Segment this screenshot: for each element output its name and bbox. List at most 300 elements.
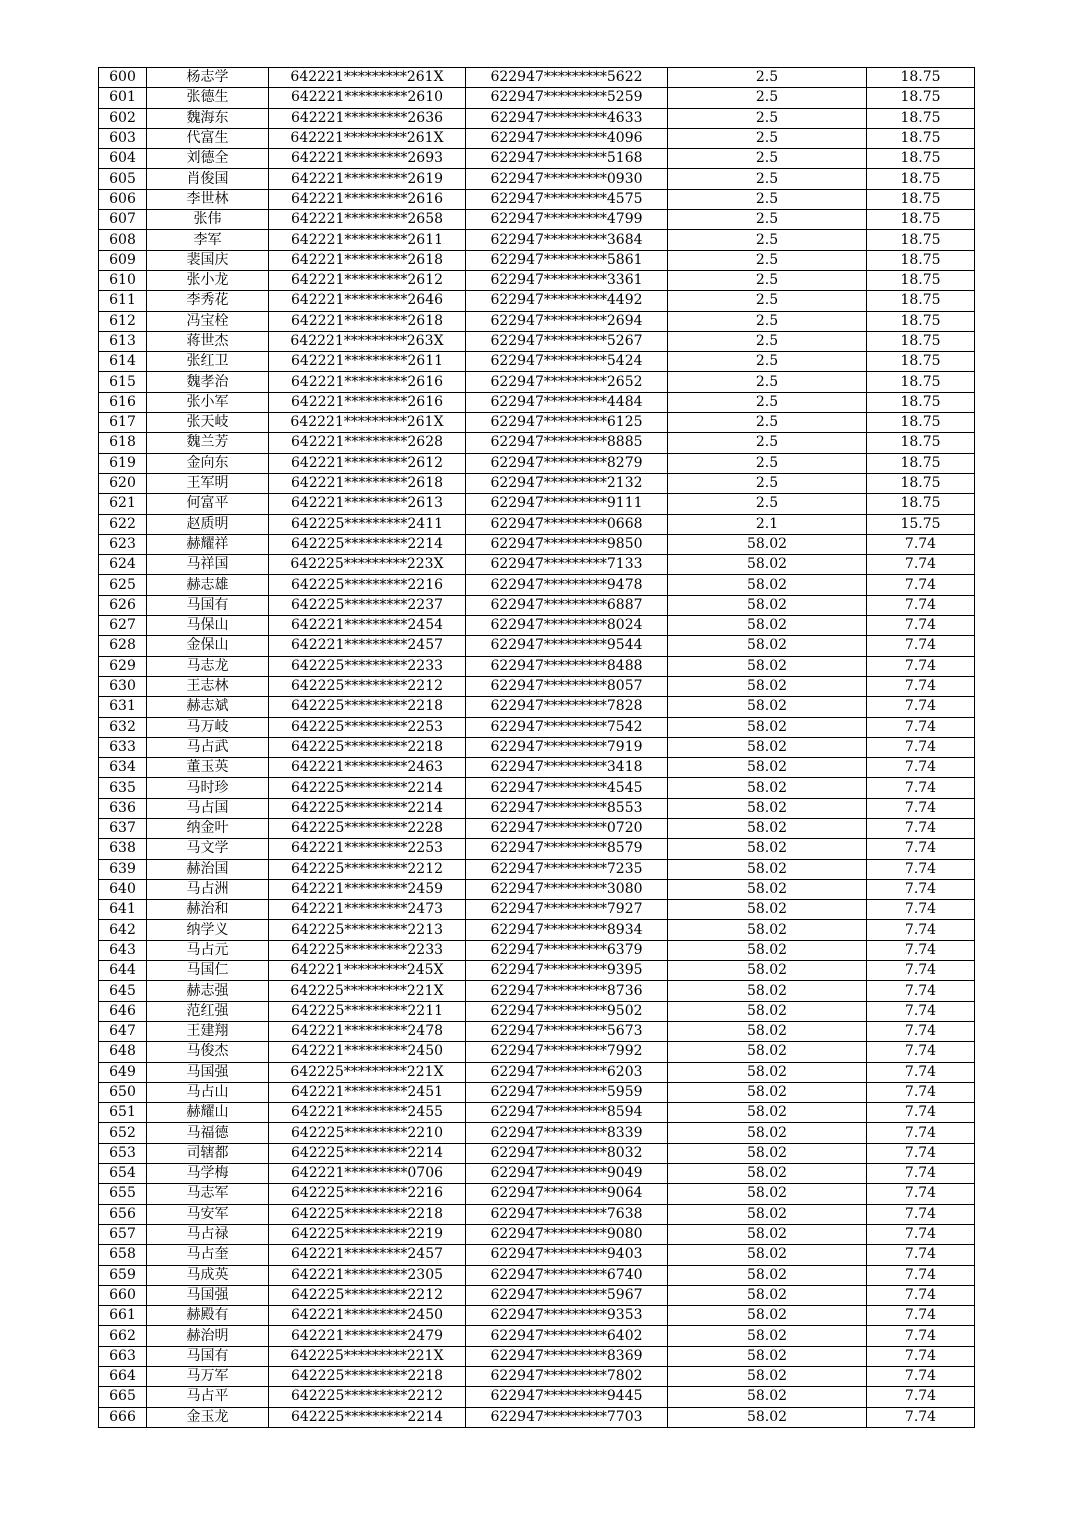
- account-number-cell: 622947*********8279: [466, 453, 668, 473]
- area-cell: 58.02: [668, 920, 867, 940]
- row-number-cell: 607: [99, 210, 147, 230]
- row-number-cell: 663: [99, 1346, 147, 1366]
- name-cell: 赵质明: [147, 514, 269, 534]
- table-row: [99, 88, 975, 108]
- table-row: [99, 1326, 975, 1346]
- table-row: [99, 1062, 975, 1082]
- area-cell: 2.5: [668, 169, 867, 189]
- account-number-cell: 622947*********5267: [466, 331, 668, 351]
- id-number-cell: 642225*********2216: [269, 1184, 466, 1204]
- account-number-cell: 622947*********5673: [466, 1021, 668, 1041]
- area-cell: 2.5: [668, 149, 867, 169]
- table-row: [99, 758, 975, 778]
- amount-cell: 7.74: [867, 859, 975, 879]
- area-cell: 58.02: [668, 1224, 867, 1244]
- row-number-cell: 601: [99, 88, 147, 108]
- id-number-cell: 642221*********2450: [269, 1306, 466, 1326]
- account-number-cell: 622947*********8369: [466, 1346, 668, 1366]
- id-number-cell: 642225*********2212: [269, 859, 466, 879]
- row-number-cell: 617: [99, 413, 147, 433]
- account-number-cell: 622947*********9049: [466, 1164, 668, 1184]
- account-number-cell: 622947*********8934: [466, 920, 668, 940]
- account-number-cell: 622947*********4633: [466, 108, 668, 128]
- amount-cell: 18.75: [867, 433, 975, 453]
- name-cell: 赫治国: [147, 859, 269, 879]
- id-number-cell: 642221*********2618: [269, 473, 466, 493]
- row-number-cell: 647: [99, 1021, 147, 1041]
- row-number-cell: 633: [99, 737, 147, 757]
- name-cell: 金向东: [147, 453, 269, 473]
- amount-cell: 7.74: [867, 940, 975, 960]
- account-number-cell: 622947*********7828: [466, 697, 668, 717]
- id-number-cell: 642225*********221X: [269, 1062, 466, 1082]
- name-cell: 马时珍: [147, 778, 269, 798]
- row-number-cell: 651: [99, 1103, 147, 1123]
- row-number-cell: 653: [99, 1143, 147, 1163]
- id-number-cell: 642225*********2214: [269, 1407, 466, 1427]
- amount-cell: 7.74: [867, 1245, 975, 1265]
- amount-cell: 18.75: [867, 270, 975, 290]
- area-cell: 2.5: [668, 210, 867, 230]
- id-number-cell: 642225*********221X: [269, 1346, 466, 1366]
- table-row: [99, 1367, 975, 1387]
- account-number-cell: 622947*********9353: [466, 1306, 668, 1326]
- row-number-cell: 649: [99, 1062, 147, 1082]
- id-number-cell: 642225*********2218: [269, 697, 466, 717]
- account-number-cell: 622947*********3418: [466, 758, 668, 778]
- account-number-cell: 622947*********0668: [466, 514, 668, 534]
- table-row: [99, 128, 975, 148]
- name-cell: 张红卫: [147, 352, 269, 372]
- account-number-cell: 622947*********6379: [466, 940, 668, 960]
- area-cell: 58.02: [668, 616, 867, 636]
- id-number-cell: 642221*********2613: [269, 494, 466, 514]
- table-row: [99, 169, 975, 189]
- account-number-cell: 622947*********8553: [466, 798, 668, 818]
- area-cell: 2.5: [668, 88, 867, 108]
- amount-cell: 7.74: [867, 818, 975, 838]
- id-number-cell: 642221*********2478: [269, 1021, 466, 1041]
- amount-cell: 18.75: [867, 189, 975, 209]
- amount-cell: 18.75: [867, 291, 975, 311]
- table-row: [99, 1143, 975, 1163]
- id-number-cell: 642225*********2214: [269, 534, 466, 554]
- account-number-cell: 622947*********4799: [466, 210, 668, 230]
- name-cell: 赫耀山: [147, 1103, 269, 1123]
- name-cell: 马志龙: [147, 656, 269, 676]
- account-number-cell: 622947*********8488: [466, 656, 668, 676]
- row-number-cell: 621: [99, 494, 147, 514]
- account-number-cell: 622947*********7927: [466, 900, 668, 920]
- account-number-cell: 622947*********9445: [466, 1387, 668, 1407]
- id-number-cell: 642225*********2218: [269, 1367, 466, 1387]
- account-number-cell: 622947*********8057: [466, 676, 668, 696]
- row-number-cell: 615: [99, 372, 147, 392]
- name-cell: 马占平: [147, 1387, 269, 1407]
- account-number-cell: 622947*********2132: [466, 473, 668, 493]
- table-row: [99, 656, 975, 676]
- amount-cell: 7.74: [867, 534, 975, 554]
- area-cell: 2.5: [668, 453, 867, 473]
- account-number-cell: 622947*********0720: [466, 818, 668, 838]
- account-number-cell: 622947*********3080: [466, 879, 668, 899]
- account-number-cell: 622947*********7703: [466, 1407, 668, 1427]
- row-number-cell: 642: [99, 920, 147, 940]
- area-cell: 2.5: [668, 372, 867, 392]
- area-cell: 2.5: [668, 250, 867, 270]
- name-cell: 张小军: [147, 392, 269, 412]
- account-number-cell: 622947*********9080: [466, 1224, 668, 1244]
- account-number-cell: 622947*********6125: [466, 413, 668, 433]
- name-cell: 赫志斌: [147, 697, 269, 717]
- area-cell: 58.02: [668, 534, 867, 554]
- table-row: [99, 270, 975, 290]
- id-number-cell: 642225*********2212: [269, 1387, 466, 1407]
- table-row: [99, 697, 975, 717]
- area-cell: 2.5: [668, 108, 867, 128]
- area-cell: 2.5: [668, 331, 867, 351]
- area-cell: 58.02: [668, 1062, 867, 1082]
- area-cell: 58.02: [668, 1001, 867, 1021]
- amount-cell: 7.74: [867, 575, 975, 595]
- row-number-cell: 635: [99, 778, 147, 798]
- account-number-cell: 622947*********7235: [466, 859, 668, 879]
- name-cell: 纳金叶: [147, 818, 269, 838]
- area-cell: 58.02: [668, 1387, 867, 1407]
- area-cell: 58.02: [668, 1204, 867, 1224]
- id-number-cell: 642221*********2612: [269, 453, 466, 473]
- area-cell: 58.02: [668, 778, 867, 798]
- table-row: [99, 1285, 975, 1305]
- amount-cell: 7.74: [867, 1082, 975, 1102]
- table-row: [99, 1001, 975, 1021]
- name-cell: 赫耀祥: [147, 534, 269, 554]
- id-number-cell: 642225*********2216: [269, 575, 466, 595]
- name-cell: 马占洲: [147, 879, 269, 899]
- id-number-cell: 642221*********2693: [269, 149, 466, 169]
- account-number-cell: 622947*********0930: [466, 169, 668, 189]
- amount-cell: 7.74: [867, 1407, 975, 1427]
- row-number-cell: 659: [99, 1265, 147, 1285]
- area-cell: 2.5: [668, 128, 867, 148]
- area-cell: 58.02: [668, 1103, 867, 1123]
- table-row: [99, 859, 975, 879]
- account-number-cell: 622947*********9544: [466, 636, 668, 656]
- id-number-cell: 642221*********2479: [269, 1326, 466, 1346]
- table-row: [99, 1184, 975, 1204]
- row-number-cell: 636: [99, 798, 147, 818]
- amount-cell: 18.75: [867, 230, 975, 250]
- name-cell: 赫殿有: [147, 1306, 269, 1326]
- row-number-cell: 650: [99, 1082, 147, 1102]
- account-number-cell: 622947*********5622: [466, 68, 668, 88]
- id-number-cell: 642221*********2457: [269, 636, 466, 656]
- area-cell: 2.1: [668, 514, 867, 534]
- row-number-cell: 652: [99, 1123, 147, 1143]
- name-cell: 张小龙: [147, 270, 269, 290]
- name-cell: 马万岐: [147, 717, 269, 737]
- area-cell: 58.02: [668, 1407, 867, 1427]
- table-row: [99, 839, 975, 859]
- area-cell: 58.02: [668, 1082, 867, 1102]
- amount-cell: 18.75: [867, 108, 975, 128]
- row-number-cell: 616: [99, 392, 147, 412]
- name-cell: 马保山: [147, 616, 269, 636]
- id-number-cell: 642221*********2459: [269, 879, 466, 899]
- table-row: [99, 1021, 975, 1041]
- name-cell: 张伟: [147, 210, 269, 230]
- id-number-cell: 642221*********2253: [269, 839, 466, 859]
- account-number-cell: 622947*********7919: [466, 737, 668, 757]
- amount-cell: 18.75: [867, 331, 975, 351]
- row-number-cell: 625: [99, 575, 147, 595]
- table-row: [99, 1123, 975, 1143]
- amount-cell: 7.74: [867, 737, 975, 757]
- amount-cell: 7.74: [867, 981, 975, 1001]
- row-number-cell: 610: [99, 270, 147, 290]
- amount-cell: 18.75: [867, 473, 975, 493]
- name-cell: 马俊杰: [147, 1042, 269, 1062]
- table-row: [99, 149, 975, 169]
- row-number-cell: 628: [99, 636, 147, 656]
- amount-cell: 7.74: [867, 778, 975, 798]
- amount-cell: 7.74: [867, 1123, 975, 1143]
- name-cell: 赫治明: [147, 1326, 269, 1346]
- row-number-cell: 664: [99, 1367, 147, 1387]
- table-row: [99, 1387, 975, 1407]
- table-row: [99, 737, 975, 757]
- id-number-cell: 642225*********2411: [269, 514, 466, 534]
- name-cell: 马志军: [147, 1184, 269, 1204]
- row-number-cell: 605: [99, 169, 147, 189]
- account-number-cell: 622947*********7542: [466, 717, 668, 737]
- row-number-cell: 646: [99, 1001, 147, 1021]
- amount-cell: 18.75: [867, 311, 975, 331]
- name-cell: 李军: [147, 230, 269, 250]
- amount-cell: 7.74: [867, 676, 975, 696]
- table-row: [99, 230, 975, 250]
- row-number-cell: 632: [99, 717, 147, 737]
- amount-cell: 7.74: [867, 961, 975, 981]
- name-cell: 魏孝治: [147, 372, 269, 392]
- area-cell: 58.02: [668, 1164, 867, 1184]
- name-cell: 马占国: [147, 798, 269, 818]
- id-number-cell: 642221*********2610: [269, 88, 466, 108]
- id-number-cell: 642221*********2619: [269, 169, 466, 189]
- amount-cell: 7.74: [867, 616, 975, 636]
- area-cell: 58.02: [668, 1123, 867, 1143]
- amount-cell: 18.75: [867, 169, 975, 189]
- table-row: [99, 676, 975, 696]
- name-cell: 王志林: [147, 676, 269, 696]
- table-row: [99, 575, 975, 595]
- account-number-cell: 622947*********8736: [466, 981, 668, 1001]
- id-number-cell: 642225*********2214: [269, 798, 466, 818]
- row-number-cell: 600: [99, 68, 147, 88]
- amount-cell: 18.75: [867, 494, 975, 514]
- table-row: [99, 900, 975, 920]
- table-row: [99, 1204, 975, 1224]
- account-number-cell: 622947*********8032: [466, 1143, 668, 1163]
- amount-cell: 18.75: [867, 68, 975, 88]
- id-number-cell: 642221*********2450: [269, 1042, 466, 1062]
- id-number-cell: 642221*********2616: [269, 372, 466, 392]
- table-row: [99, 311, 975, 331]
- name-cell: 马占武: [147, 737, 269, 757]
- account-number-cell: 622947*********8024: [466, 616, 668, 636]
- table-row: [99, 514, 975, 534]
- id-number-cell: 642221*********2636: [269, 108, 466, 128]
- account-number-cell: 622947*********6203: [466, 1062, 668, 1082]
- account-number-cell: 622947*********2694: [466, 311, 668, 331]
- amount-cell: 7.74: [867, 717, 975, 737]
- table-row: [99, 778, 975, 798]
- area-cell: 58.02: [668, 1326, 867, 1346]
- table-row: [99, 1224, 975, 1244]
- row-number-cell: 640: [99, 879, 147, 899]
- id-number-cell: 642225*********2218: [269, 1204, 466, 1224]
- area-cell: 58.02: [668, 575, 867, 595]
- amount-cell: 7.74: [867, 758, 975, 778]
- id-number-cell: 642221*********2612: [269, 270, 466, 290]
- name-cell: 马占禄: [147, 1224, 269, 1244]
- id-number-cell: 642225*********2213: [269, 920, 466, 940]
- amount-cell: 18.75: [867, 210, 975, 230]
- table-row: [99, 1407, 975, 1427]
- area-cell: 58.02: [668, 798, 867, 818]
- table-row: [99, 68, 975, 88]
- name-cell: 马祥国: [147, 555, 269, 575]
- id-number-cell: 642225*********2253: [269, 717, 466, 737]
- name-cell: 代富生: [147, 128, 269, 148]
- id-number-cell: 642221*********2628: [269, 433, 466, 453]
- name-cell: 王军明: [147, 473, 269, 493]
- id-number-cell: 642225*********2212: [269, 676, 466, 696]
- area-cell: 58.02: [668, 1367, 867, 1387]
- amount-cell: 7.74: [867, 1062, 975, 1082]
- amount-cell: 7.74: [867, 1204, 975, 1224]
- area-cell: 58.02: [668, 1021, 867, 1041]
- amount-cell: 7.74: [867, 1306, 975, 1326]
- id-number-cell: 642221*********261X: [269, 68, 466, 88]
- area-cell: 58.02: [668, 1042, 867, 1062]
- row-number-cell: 624: [99, 555, 147, 575]
- account-number-cell: 622947*********8885: [466, 433, 668, 453]
- account-number-cell: 622947*********5959: [466, 1082, 668, 1102]
- row-number-cell: 620: [99, 473, 147, 493]
- id-number-cell: 642225*********2218: [269, 737, 466, 757]
- row-number-cell: 604: [99, 149, 147, 169]
- amount-cell: 7.74: [867, 1001, 975, 1021]
- account-number-cell: 622947*********5424: [466, 352, 668, 372]
- table-row: [99, 879, 975, 899]
- area-cell: 2.5: [668, 230, 867, 250]
- table-body: [99, 68, 975, 1428]
- id-number-cell: 642221*********2457: [269, 1245, 466, 1265]
- amount-cell: 18.75: [867, 413, 975, 433]
- account-number-cell: 622947*********4484: [466, 392, 668, 412]
- row-number-cell: 661: [99, 1306, 147, 1326]
- amount-cell: 7.74: [867, 1042, 975, 1062]
- table-row: [99, 1245, 975, 1265]
- row-number-cell: 665: [99, 1387, 147, 1407]
- id-number-cell: 642221*********2616: [269, 392, 466, 412]
- table-row: [99, 1164, 975, 1184]
- amount-cell: 7.74: [867, 920, 975, 940]
- area-cell: 2.5: [668, 68, 867, 88]
- row-number-cell: 618: [99, 433, 147, 453]
- account-number-cell: 622947*********7638: [466, 1204, 668, 1224]
- area-cell: 2.5: [668, 189, 867, 209]
- row-number-cell: 648: [99, 1042, 147, 1062]
- name-cell: 马国有: [147, 1346, 269, 1366]
- amount-cell: 7.74: [867, 1224, 975, 1244]
- id-number-cell: 642221*********2305: [269, 1265, 466, 1285]
- area-cell: 58.02: [668, 1245, 867, 1265]
- table-row: [99, 961, 975, 981]
- amount-cell: 7.74: [867, 636, 975, 656]
- amount-cell: 7.74: [867, 1387, 975, 1407]
- table-row: [99, 636, 975, 656]
- id-number-cell: 642221*********2616: [269, 189, 466, 209]
- row-number-cell: 644: [99, 961, 147, 981]
- area-cell: 58.02: [668, 859, 867, 879]
- name-cell: 马国强: [147, 1062, 269, 1082]
- area-cell: 58.02: [668, 1306, 867, 1326]
- area-cell: 58.02: [668, 1346, 867, 1366]
- account-number-cell: 622947*********6402: [466, 1326, 668, 1346]
- account-number-cell: 622947*********7992: [466, 1042, 668, 1062]
- table-row: [99, 210, 975, 230]
- name-cell: 马国强: [147, 1285, 269, 1305]
- table-row: [99, 108, 975, 128]
- id-number-cell: 642225*********2219: [269, 1224, 466, 1244]
- table-row: [99, 534, 975, 554]
- row-number-cell: 641: [99, 900, 147, 920]
- amount-cell: 7.74: [867, 656, 975, 676]
- table-row: [99, 372, 975, 392]
- name-cell: 赫治和: [147, 900, 269, 920]
- area-cell: 58.02: [668, 1184, 867, 1204]
- table-row: [99, 392, 975, 412]
- account-number-cell: 622947*********9502: [466, 1001, 668, 1021]
- table-row: [99, 291, 975, 311]
- table-row: [99, 818, 975, 838]
- name-cell: 何富平: [147, 494, 269, 514]
- id-number-cell: 642221*********2463: [269, 758, 466, 778]
- area-cell: 58.02: [668, 818, 867, 838]
- row-number-cell: 611: [99, 291, 147, 311]
- amount-cell: 7.74: [867, 900, 975, 920]
- data-table: [98, 67, 975, 1428]
- id-number-cell: 642221*********2455: [269, 1103, 466, 1123]
- row-number-cell: 666: [99, 1407, 147, 1427]
- table-row: [99, 352, 975, 372]
- id-number-cell: 642221*********2646: [269, 291, 466, 311]
- id-number-cell: 642221*********2611: [269, 352, 466, 372]
- table-row: [99, 1103, 975, 1123]
- id-number-cell: 642221*********2611: [269, 230, 466, 250]
- name-cell: 马学梅: [147, 1164, 269, 1184]
- id-number-cell: 642221*********245X: [269, 961, 466, 981]
- row-number-cell: 639: [99, 859, 147, 879]
- account-number-cell: 622947*********9478: [466, 575, 668, 595]
- account-number-cell: 622947*********4575: [466, 189, 668, 209]
- amount-cell: 7.74: [867, 1143, 975, 1163]
- area-cell: 58.02: [668, 737, 867, 757]
- account-number-cell: 622947*********5861: [466, 250, 668, 270]
- name-cell: 马文学: [147, 839, 269, 859]
